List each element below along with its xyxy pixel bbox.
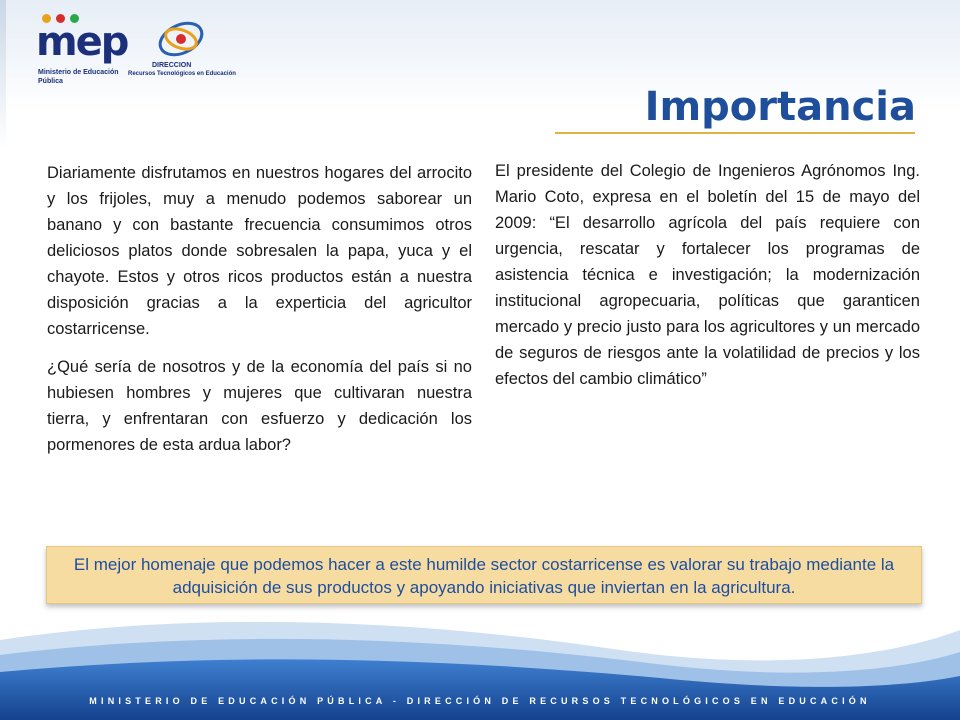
- direccion-logo-subtitle: Recursos Tecnológicos en Educación: [128, 71, 236, 77]
- right-text-column: [495, 158, 920, 392]
- left-text-column: [47, 160, 472, 458]
- direccion-logo: [128, 14, 236, 90]
- callout-box: El mejor homenaje que podemos hacer a este humilde sector costarricense es valorar su trabajo mediante la adquisición de sus productos y apoyando iniciativas que inviertan en la agricultura.: [46, 546, 922, 604]
- mep-logo: [36, 14, 128, 90]
- mep-logo-text: mep: [36, 19, 128, 65]
- direccion-logo-title: DIRECCION: [152, 62, 192, 69]
- left-paragraph-1: Diariamente disfrutamos en nuestros hogares del arrocito y los frijoles, muy a menudo podemos saborear un banano y con bastante frecuencia consumimos otros deliciosos platos donde sobresalen la papa, yuca y el chayote. Estos y otros ricos productos están a nuestra disposición gracias a la experticia del agricultor costarricense.: [47, 164, 472, 338]
- left-edge-decoration: [0, 0, 6, 150]
- footer-text: MINISTERIO DE EDUCACIÓN PÚBLICA - DIRECCIÓN DE RECURSOS TECNOLÓGICOS EN EDUCACIÓN: [89, 696, 871, 706]
- mep-logo-subtitle: Ministerio de Educación Pública: [38, 69, 119, 85]
- left-paragraph-2: ¿Qué sería de nosotros y de la economía del país si no hubiesen hombres y mujeres que cultivaran nuestra tierra, y enfrentaran con esfuerzo y dedicación los pormenores de esta ardua labor?: [47, 358, 472, 454]
- swirl-icon: [156, 16, 206, 62]
- right-paragraph-quote: El presidente del Colegio de Ingenieros Agrónomos Ing. Mario Coto, expresa en el boletín del 15 de mayo del 2009: “El desarrollo agrícola del país requiere con urgencia, rescatar y fortalecer los programas de asistencia técnica e investigación; la modernización institucional agropecuaria, políticas que garanticen mercado y precio justo para los agricultores y un mercado de seguros de riesgos ante la volatilidad de precios y los efectos del cambio climático”: [495, 162, 920, 388]
- page-title: Importancia: [644, 84, 916, 130]
- title-underline: [555, 132, 915, 134]
